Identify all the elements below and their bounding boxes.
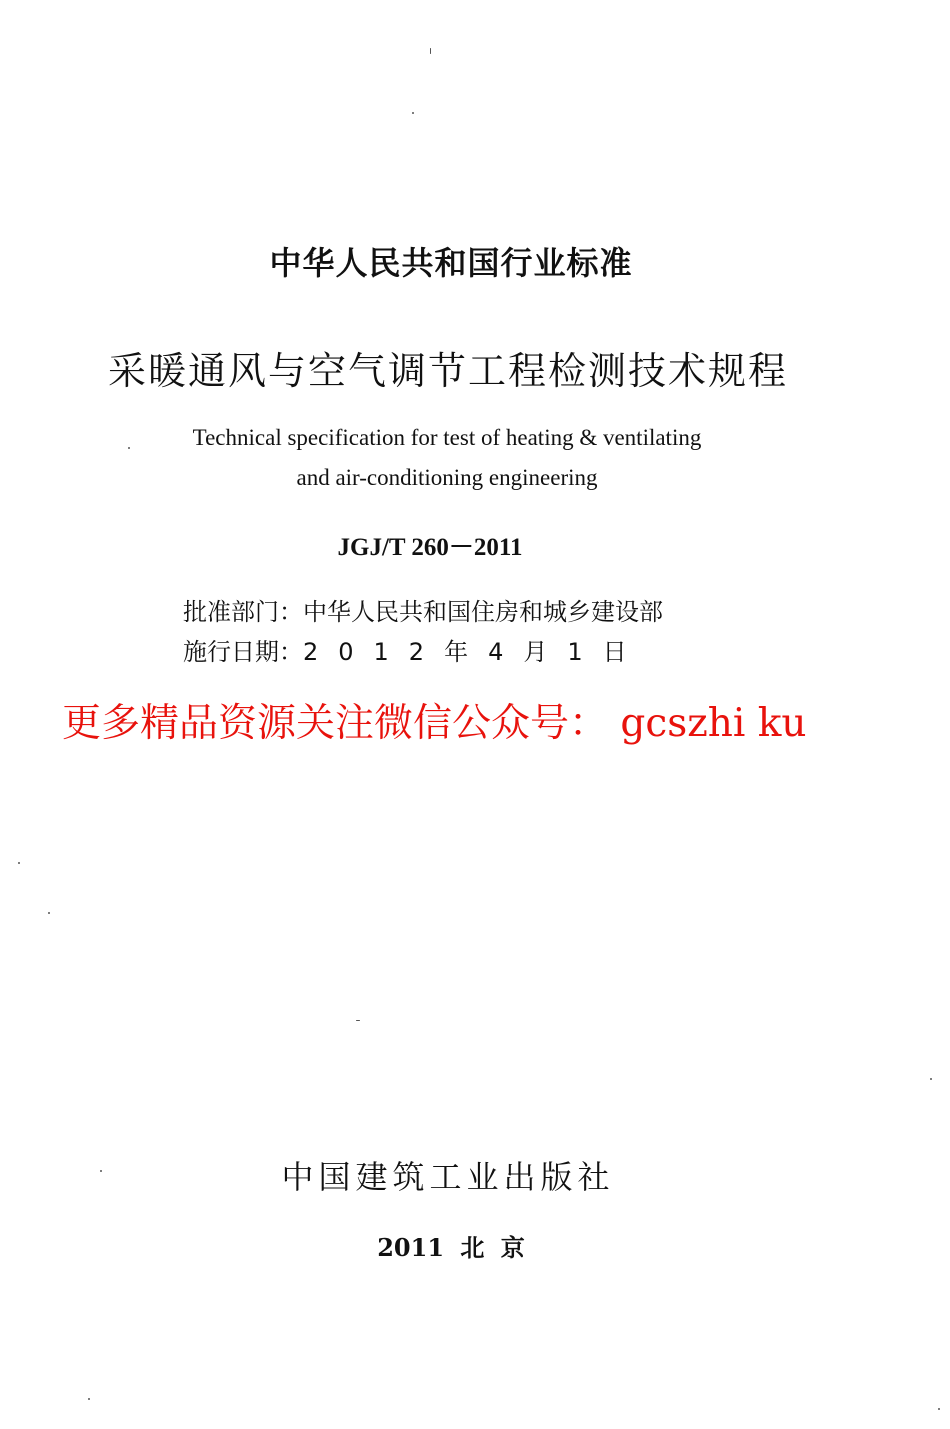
title-english-line-1: Technical specification for test of heating & ventilating [192,425,702,450]
title-chinese: 采暖通风与空气调节工程检测技术规程 [107,349,788,393]
scan-speck [18,862,20,864]
publisher-name: 中国建筑工业出版社 [281,1158,615,1196]
promo-watermark-text: 更多精品资源关注微信公众号： gcszhi ku [62,701,807,746]
effective-date-value: 2012年4月1日 [303,638,647,666]
scan-speck [412,112,414,114]
scan-speck [430,48,431,54]
publication-year-place: 2011 北 京 [377,1233,525,1262]
approval-row [183,592,663,627]
approval-value: 中华人民共和国住房和城乡建设部 [303,598,663,626]
title-english-line-2: and air-conditioning engineering [296,465,598,490]
approval-label: 批准部门： [183,598,303,626]
scan-speck [930,1078,932,1080]
effective-date-row [183,632,647,667]
scan-speck [48,912,50,914]
scan-speck [938,1408,940,1410]
effective-date-label: 施行日期： [183,638,303,666]
scan-speck [356,1020,360,1021]
scan-speck [100,1170,102,1172]
standard-code: JGJ/T 260－2011 [337,534,523,561]
scan-speck [88,1398,90,1400]
standard-category: 中华人民共和国行业标准 [269,244,633,282]
scan-speck [128,447,130,449]
